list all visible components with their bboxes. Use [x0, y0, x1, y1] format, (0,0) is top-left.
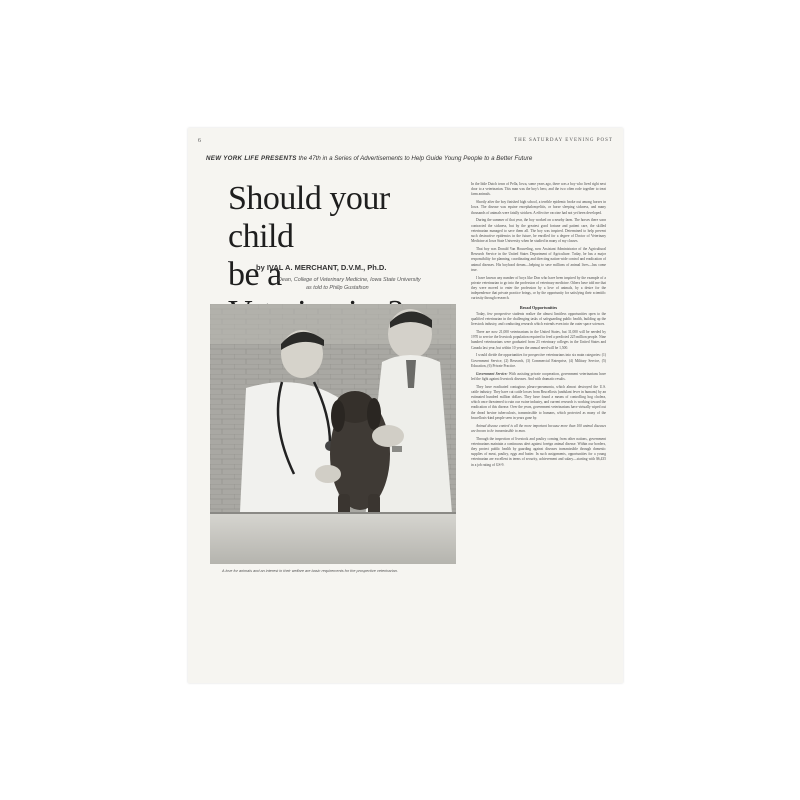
article-paragraph: Shortly after the boy finished high school, a terrible epidemic broke out among horses in Iowa. The disease was equine encephalomyelitis, or horse sleeping sickness, and many thousands of animals were fatally stricken. A effective vaccine had not yet been developed. [471, 200, 606, 215]
article-paragraph: During the summer of that year, the boy worked on a nearby farm. The horses there soon contracted the sickness, but by the greatest good fortune and patient care, the skilled veterinarian managed to save them all. The boy was inspired. Determined to help prevent such destructive epidemics in the future, he enrolled for a degree of Doctor of Veterinary Medicine at Iowa State University when he studied in many of my classes. [471, 218, 606, 244]
article-paragraph: Today, few prospective students realize the almost limitless opportunities open to the qualified veterinarian in the challenging tasks of safeguarding public health, building up the livestock industry, and conducting research which extends even into the outer space sciences. [471, 311, 606, 327]
veterinarian-illustration [210, 304, 456, 564]
photo-caption: A love for animals and an interest in their welfare are basic requirements for the prospective veterinarian. [222, 569, 398, 573]
magazine-page [188, 128, 623, 683]
government-service-lead: Government Service: [476, 371, 508, 376]
series-text: the 47th in a Series of Advertisements to Help Guide Young People to a Better Future [298, 155, 533, 162]
series-line [206, 155, 616, 162]
article-paragraph: That boy was Donald Van Houweling, now Assistant Administrator of the Agricultural Research Service in the United States Department of Agriculture. Today, he has a major responsibility for planning, coordinating and directing nation-wide control and eradication of animal diseases. His boyhood dream—helping to save millions of animal lives—has come true. [471, 247, 606, 272]
as-told-to: as told to Philip Gustafson [306, 285, 369, 291]
byline: by IVAL A. MERCHANT, D.V.M., Ph.D. [256, 263, 387, 272]
article-paragraph: There are now 21,000 veterinarians in the United States, but 31,000 will be needed by 1970 to service the livestock population required to feed a predicted 225 million people. Nine hundred veterinarians were graduated from 23 veterinary colleges in the United States and Canada last year, but within 10 years the annual need will be 1,500. [471, 330, 606, 350]
section-heading: Broad Opportunities [519, 304, 558, 310]
article-paragraph: They have eradicated contagious pleuro-pneumonia, which almost destroyed the U.S. cattle industry. They have cut cattle losses from Brucellosis (undulant fever in humans) by an estimated hundred million dollars. They have found a means of controlling hog cholera, which once threatened to ruin our swine industry, and current research is working toward the eradication of this disease. Over the years, government veterinarians have virtually wiped out the dread bovine tuberculosis, transmissible to humans, which protected as many of the brucellosis-kind people seen in years gone by. [471, 384, 606, 420]
headline-line-2: be a [228, 256, 282, 293]
veterinarian-photo [210, 304, 456, 564]
series-sponsor: NEW YORK LIFE PRESENTS [206, 155, 297, 162]
headline-line-1: Should your child [228, 180, 390, 255]
author-affiliation [278, 276, 478, 292]
running-head: THE SATURDAY EVENING POST [514, 138, 613, 143]
article-paragraph: In the little Dutch town of Pella, Iowa, some years ago, there was a boy who lived right next door to a veterinarian. This man was the boy's hero, and the two often rode together to treat farm animals. [471, 182, 606, 197]
article-paragraph: Through the inspection of livestock and poultry coming from other nations, government veterinarians maintain a continuous alert against foreign animal disease. Within our borders, they protect public health by guarding against diseases transmissible through domestic supplies of meat, poultry, eggs and butter. In such assignments, opportunities for a young veterinarian are excellent in terms of security, achievement and salary—starting with $6,435 in a job rating of GS-9. [471, 436, 606, 467]
italic-note: Animal disease control is all the more important because more than 100 animal diseases are known to be transmissible to man. [471, 423, 606, 433]
article-paragraph [471, 372, 606, 382]
article-column [471, 182, 606, 470]
article-paragraph: I have known any number of boys like Don who have been inspired by the example of a private veterinarian to go into the profession of veterinary medicine. Others have told me that they were moved to enter the profession by a love of animals, by a desire for the independence that private practice brings, or by the opportunity for satisfying their scientific curiosity through research. [471, 275, 606, 301]
article-paragraph: I would divide the opportunities for prospective veterinarians into six main categories: (1) Government Service, (2) Research, (3) Commercial Enterprise, (4) Military Service, (5) Education, (6) Private Practice. [471, 353, 606, 368]
page-number: 6 [198, 138, 201, 144]
author-title: Dean, College of Veterinary Medicine, Iowa State University [278, 277, 421, 283]
government-service-text: With assisting private cooperation, government veterinarians have led the fight against livestock diseases. And with dramatic results. [471, 371, 606, 381]
